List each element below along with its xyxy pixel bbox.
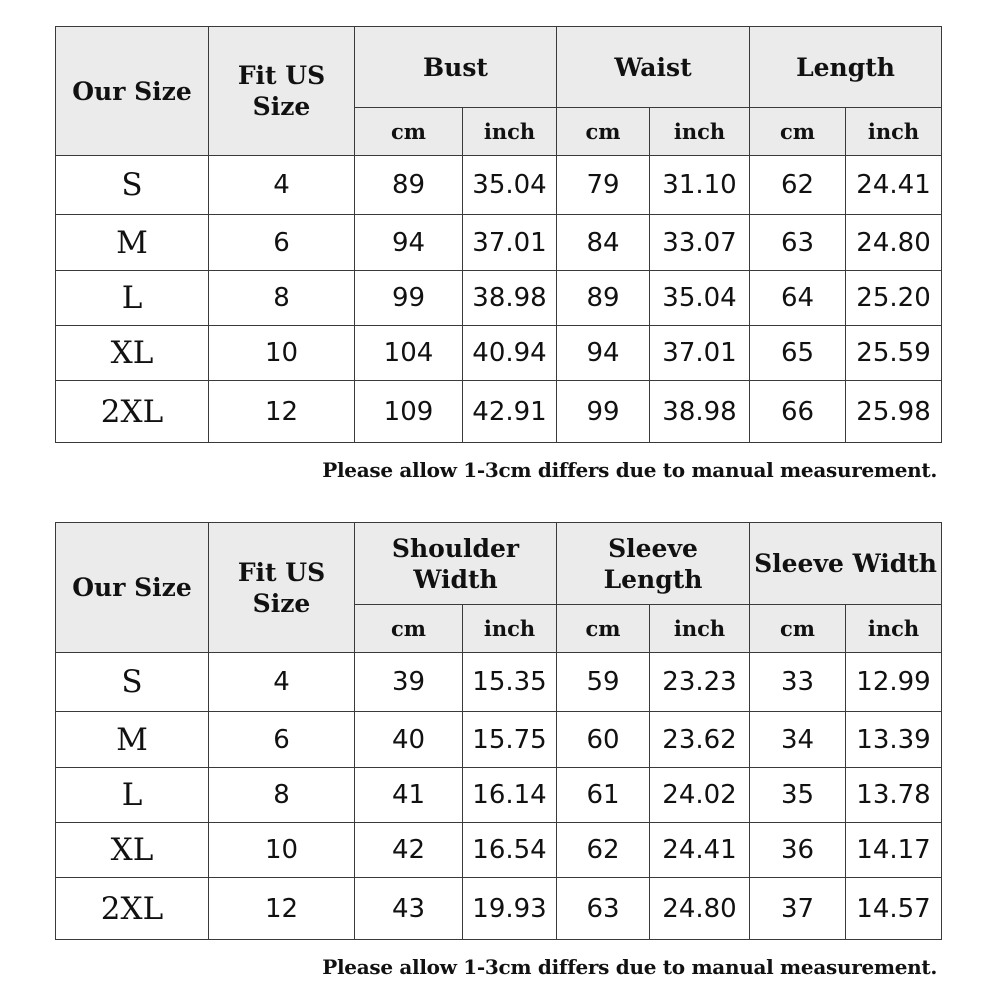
table-row [56, 823, 942, 878]
measurement-cell: 12.99 [846, 653, 942, 712]
table-row [56, 215, 942, 271]
measurement-cell: 62 [750, 156, 846, 215]
unit-header: inch [463, 605, 557, 653]
measurement-cell: 109 [355, 381, 463, 443]
table-row [56, 768, 942, 823]
our-size-cell: M [56, 215, 209, 271]
measurement-cell: 15.35 [463, 653, 557, 712]
measurement-cell: 37.01 [463, 215, 557, 271]
measurement-cell: 64 [750, 271, 846, 326]
measurement-cell: 40 [355, 712, 463, 768]
unit-header: cm [750, 605, 846, 653]
header-row [56, 27, 942, 108]
measurement-cell: 42 [355, 823, 463, 878]
measurement-cell: 14.57 [846, 878, 942, 940]
measurement-cell: 61 [557, 768, 650, 823]
measurement-cell: 24.80 [846, 215, 942, 271]
measurement-cell: 62 [557, 823, 650, 878]
measurement-cell: 60 [557, 712, 650, 768]
table-row [56, 271, 942, 326]
measurement-cell: 35.04 [650, 271, 750, 326]
measurement-cell: 24.80 [650, 878, 750, 940]
measurement-cell: 38.98 [463, 271, 557, 326]
measurement-cell: 33.07 [650, 215, 750, 271]
our-size-cell: S [56, 156, 209, 215]
measurement-cell: 16.54 [463, 823, 557, 878]
measurement-cell: 79 [557, 156, 650, 215]
measurement-cell: 39 [355, 653, 463, 712]
measurement-cell: 13.39 [846, 712, 942, 768]
measurement-cell: 14.17 [846, 823, 942, 878]
our-size-cell: 2XL [56, 381, 209, 443]
measurement-cell: 24.02 [650, 768, 750, 823]
fit-us-size-header: Fit US Size [209, 27, 355, 156]
measurement-cell: 89 [355, 156, 463, 215]
shoulder-width-header: Shoulder Width [355, 523, 557, 605]
measurement-cell: 65 [750, 326, 846, 381]
measurement-cell: 63 [557, 878, 650, 940]
unit-header: cm [557, 108, 650, 156]
measurement-cell: 38.98 [650, 381, 750, 443]
header-row [56, 523, 942, 605]
our-size-header: Our Size [56, 27, 209, 156]
measurement-cell: 99 [557, 381, 650, 443]
our-size-cell: L [56, 271, 209, 326]
measurement-cell: 25.59 [846, 326, 942, 381]
us-size-cell: 4 [209, 156, 355, 215]
table-row [56, 712, 942, 768]
unit-header: inch [650, 108, 750, 156]
us-size-cell: 10 [209, 326, 355, 381]
measurement-cell: 37 [750, 878, 846, 940]
our-size-cell: M [56, 712, 209, 768]
table-row [56, 653, 942, 712]
measurement-note: Please allow 1-3cm differs due to manual measurement. [322, 458, 937, 482]
unit-header: cm [557, 605, 650, 653]
length-header: Length [750, 27, 942, 108]
measurement-cell: 13.78 [846, 768, 942, 823]
measurement-cell: 104 [355, 326, 463, 381]
fit-us-size-header: Fit US Size [209, 523, 355, 653]
measurement-cell: 24.41 [650, 823, 750, 878]
sleeve-width-header: Sleeve Width [750, 523, 942, 605]
us-size-cell: 4 [209, 653, 355, 712]
measurement-cell: 94 [557, 326, 650, 381]
measurement-cell: 36 [750, 823, 846, 878]
unit-header: cm [355, 108, 463, 156]
bust-header: Bust [355, 27, 557, 108]
table-row [56, 156, 942, 215]
us-size-cell: 10 [209, 823, 355, 878]
measurement-cell: 23.23 [650, 653, 750, 712]
measurement-cell: 41 [355, 768, 463, 823]
measurement-cell: 42.91 [463, 381, 557, 443]
measurement-cell: 31.10 [650, 156, 750, 215]
unit-header: inch [846, 108, 942, 156]
measurement-cell: 63 [750, 215, 846, 271]
measurement-cell: 15.75 [463, 712, 557, 768]
measurement-cell: 59 [557, 653, 650, 712]
us-size-cell: 6 [209, 712, 355, 768]
measurement-cell: 33 [750, 653, 846, 712]
our-size-cell: 2XL [56, 878, 209, 940]
unit-header: inch [463, 108, 557, 156]
our-size-cell: S [56, 653, 209, 712]
measurement-cell: 16.14 [463, 768, 557, 823]
waist-header: Waist [557, 27, 750, 108]
our-size-cell: XL [56, 823, 209, 878]
measurement-cell: 99 [355, 271, 463, 326]
unit-header: inch [650, 605, 750, 653]
measurement-cell: 89 [557, 271, 650, 326]
measurement-cell: 40.94 [463, 326, 557, 381]
measurement-cell: 25.98 [846, 381, 942, 443]
measurement-cell: 43 [355, 878, 463, 940]
unit-header: cm [355, 605, 463, 653]
us-size-cell: 8 [209, 271, 355, 326]
table-row [56, 381, 942, 443]
measurement-cell: 84 [557, 215, 650, 271]
measurement-cell: 19.93 [463, 878, 557, 940]
table-row [56, 878, 942, 940]
measurement-cell: 25.20 [846, 271, 942, 326]
measurement-cell: 37.01 [650, 326, 750, 381]
our-size-header: Our Size [56, 523, 209, 653]
table-row [56, 326, 942, 381]
measurement-cell: 94 [355, 215, 463, 271]
us-size-cell: 6 [209, 215, 355, 271]
measurement-cell: 35 [750, 768, 846, 823]
our-size-cell: XL [56, 326, 209, 381]
unit-header: cm [750, 108, 846, 156]
our-size-cell: L [56, 768, 209, 823]
measurement-cell: 24.41 [846, 156, 942, 215]
sleeve-length-header: Sleeve Length [557, 523, 750, 605]
size-table-top [55, 26, 942, 443]
size-table-bottom [55, 522, 942, 940]
measurement-note: Please allow 1-3cm differs due to manual measurement. [322, 955, 937, 979]
measurement-cell: 66 [750, 381, 846, 443]
us-size-cell: 12 [209, 878, 355, 940]
unit-header: inch [846, 605, 942, 653]
us-size-cell: 12 [209, 381, 355, 443]
us-size-cell: 8 [209, 768, 355, 823]
measurement-cell: 23.62 [650, 712, 750, 768]
measurement-cell: 34 [750, 712, 846, 768]
measurement-cell: 35.04 [463, 156, 557, 215]
